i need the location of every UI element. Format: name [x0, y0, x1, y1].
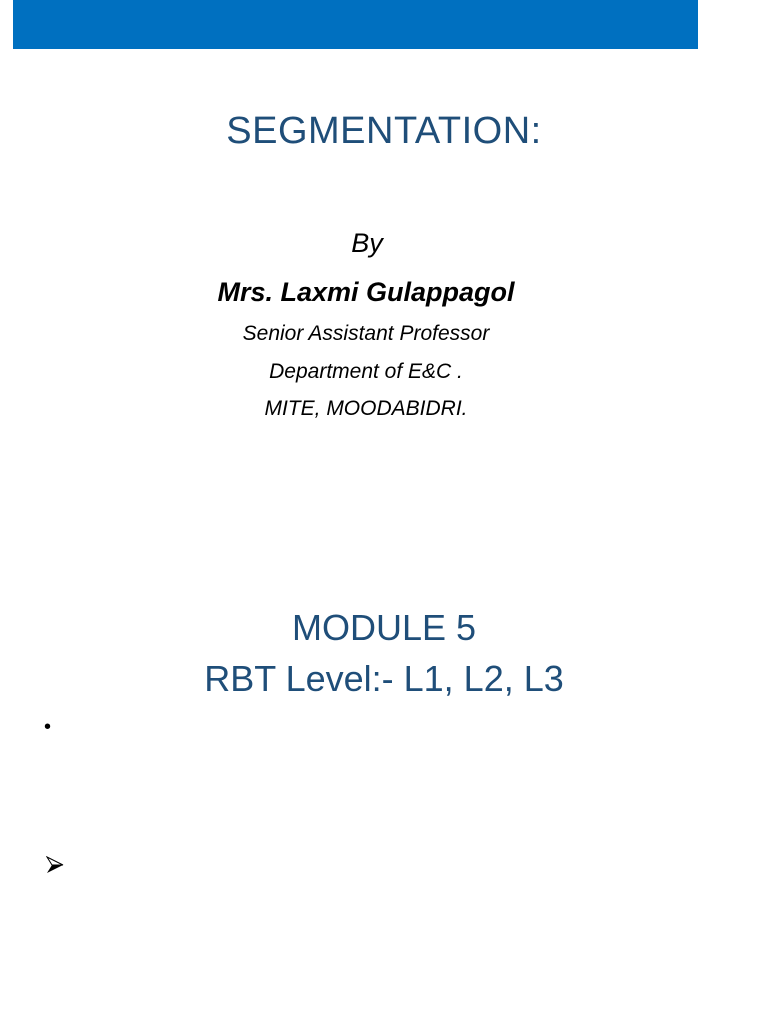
author-department: Department of E&C . [269, 360, 463, 383]
top-accent-bar [13, 0, 698, 49]
rbt-level: RBT Level:- L1, L2, L3 [204, 658, 564, 699]
by-label: By [351, 228, 383, 258]
arrow-bullet-icon [46, 855, 64, 875]
bullet-icon: • [44, 716, 52, 738]
author-designation: Senior Assistant Professor [242, 322, 490, 345]
author-institute: MITE, MOODABIDRI. [264, 397, 468, 420]
module-block [0, 602, 768, 704]
module-label: MODULE 5 [291, 607, 477, 648]
author-name: Mrs. Laxmi Gulappagol [217, 277, 515, 307]
slide-title: SEGMENTATION: [226, 110, 542, 152]
